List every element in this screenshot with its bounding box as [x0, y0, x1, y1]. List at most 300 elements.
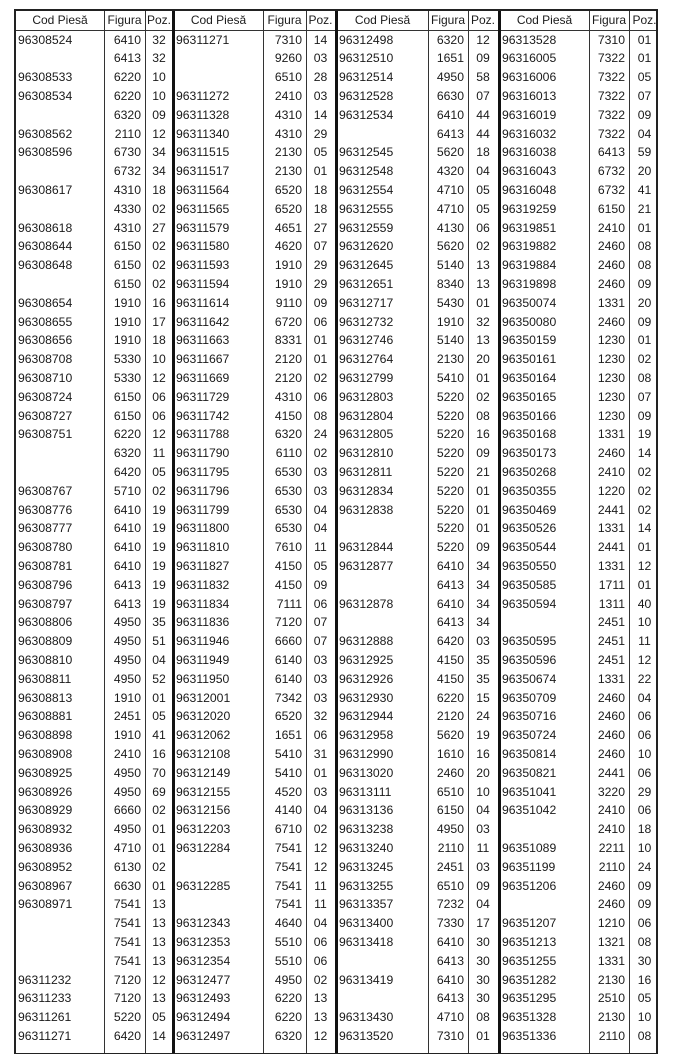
figure-number: 4950	[436, 70, 464, 85]
table-row	[174, 576, 335, 595]
position-number: 30	[476, 934, 490, 949]
table-row	[174, 764, 335, 783]
figure-number: 2120	[274, 352, 302, 367]
figure-number: 6530	[274, 464, 302, 479]
table-row	[337, 519, 498, 538]
part-code: 96313020	[339, 765, 394, 780]
table-row	[337, 989, 498, 1008]
part-code: 96308811	[18, 671, 72, 686]
figure-number: 6220	[274, 991, 302, 1006]
part-code	[176, 68, 261, 87]
table-row	[16, 595, 173, 614]
figure-number: 2451	[113, 709, 141, 724]
figure-number: 2460	[597, 258, 625, 273]
part-code: 96351213	[502, 934, 557, 949]
table-row	[16, 632, 173, 651]
table-row	[500, 820, 660, 839]
figure-number: 6410	[436, 596, 464, 611]
figure-number: 6420	[113, 1028, 141, 1043]
position-number: 10	[637, 1010, 652, 1025]
table-row	[16, 952, 173, 971]
figure-number: 6413	[436, 577, 464, 592]
part-code: 96312528	[339, 88, 394, 103]
position-number: 19	[152, 558, 166, 573]
position-number: 03	[476, 859, 490, 874]
table-row	[174, 1027, 335, 1046]
figure-number: 6510	[436, 784, 464, 799]
table-row	[174, 256, 335, 275]
part-code	[18, 952, 102, 971]
table-row	[174, 125, 335, 144]
table-row	[500, 764, 660, 783]
part-code: 96308724	[18, 389, 73, 404]
position-number: 13	[313, 991, 328, 1006]
table-row	[500, 989, 660, 1008]
part-code: 96311949	[176, 652, 230, 667]
figure-number: 4950	[113, 634, 141, 649]
position-number: 59	[637, 145, 652, 160]
part-code: 96316019	[502, 107, 557, 122]
table-row	[337, 482, 498, 501]
part-code: 96312156	[176, 803, 231, 818]
table-row	[500, 49, 660, 68]
table-row	[500, 726, 660, 745]
figure-number: 7310	[436, 1028, 464, 1043]
table-row	[500, 331, 660, 350]
part-code: 96311796	[176, 483, 230, 498]
figure-number: 6220	[274, 1010, 302, 1025]
position-number: 01	[152, 878, 166, 893]
part-code: 96308780	[18, 540, 73, 555]
table-row	[500, 275, 660, 294]
table-row	[16, 106, 173, 125]
part-code: 96313238	[339, 822, 394, 837]
figure-number: 2120	[436, 709, 464, 724]
figure-number: 6413	[597, 145, 625, 160]
figure-number: 2410	[597, 803, 625, 818]
position-number: 13	[152, 934, 166, 949]
position-number: 05	[152, 1010, 166, 1025]
header-pozitie: Poz.	[632, 13, 657, 27]
position-number: 19	[476, 728, 490, 743]
position-number: 04	[476, 164, 490, 179]
figure-number: 1910	[113, 728, 141, 743]
position-number: 02	[152, 803, 166, 818]
table-row	[16, 501, 173, 520]
table-row	[500, 895, 660, 914]
table-row	[337, 895, 498, 914]
part-code: 96312888	[339, 634, 394, 649]
part-code	[18, 933, 102, 952]
part-code: 96312651	[339, 276, 394, 291]
figure-number: 2441	[597, 540, 625, 555]
part-code: 96311788	[176, 427, 230, 442]
figure-number: 7322	[597, 107, 625, 122]
figure-number: 7120	[113, 991, 141, 1006]
figure-number: 5330	[113, 352, 141, 367]
table-row	[16, 125, 173, 144]
position-number: 12	[152, 370, 166, 385]
part-code: 96308533	[18, 70, 73, 85]
table-row	[500, 651, 660, 670]
part-code: 96312510	[339, 51, 394, 66]
table-row	[16, 801, 173, 820]
part-code	[18, 106, 102, 125]
figure-number: 2460	[597, 446, 625, 461]
figure-number: 5430	[436, 295, 464, 310]
part-code	[339, 125, 426, 144]
figure-number: 4130	[436, 220, 464, 235]
figure-number: 6720	[274, 314, 302, 329]
position-number: 13	[152, 991, 166, 1006]
position-number: 34	[152, 145, 166, 160]
part-code: 96313418	[339, 934, 394, 949]
position-number: 06	[313, 314, 328, 329]
figure-number: 1331	[597, 295, 625, 310]
table-row	[500, 1027, 660, 1046]
table-row	[500, 576, 660, 595]
figure-number: 4950	[113, 671, 141, 686]
position-number: 03	[313, 690, 328, 705]
position-number: 08	[637, 934, 652, 949]
part-code: 96311515	[176, 145, 230, 160]
position-number: 01	[313, 333, 328, 348]
part-code: 96312554	[339, 182, 394, 197]
figure-number: 6110	[275, 446, 302, 461]
position-number: 32	[313, 709, 328, 724]
figure-number: 4320	[436, 164, 464, 179]
position-number: 04	[637, 690, 652, 705]
figure-number: 7322	[597, 126, 625, 141]
figure-number: 4950	[113, 652, 141, 667]
figure-number: 2410	[597, 464, 625, 479]
table-row	[500, 407, 660, 426]
position-number: 10	[152, 70, 166, 85]
table-row	[500, 444, 660, 463]
table-row	[174, 482, 335, 501]
figure-number: 7120	[113, 972, 141, 987]
part-code: 96308952	[18, 859, 73, 874]
part-code: 96308971	[18, 897, 73, 912]
figure-number: 6510	[274, 70, 302, 85]
part-code: 96311614	[176, 295, 230, 310]
part-code: 96312926	[339, 671, 394, 686]
part-code: 96308644	[18, 239, 73, 254]
table-row	[174, 407, 335, 426]
part-code: 96350526	[502, 521, 557, 536]
position-number: 16	[476, 746, 490, 761]
position-number: 06	[313, 389, 328, 404]
position-number: 12	[152, 126, 166, 141]
position-number: 20	[637, 164, 652, 179]
table-row	[174, 745, 335, 764]
table-row	[174, 106, 335, 125]
figure-number: 2410	[113, 746, 141, 761]
position-number: 18	[637, 822, 652, 837]
table-row	[500, 125, 660, 144]
figure-number: 1311	[598, 596, 625, 611]
table-row	[174, 219, 335, 238]
table-row	[174, 1008, 335, 1027]
position-number: 09	[476, 446, 490, 461]
position-number: 05	[637, 70, 652, 85]
position-number: 04	[313, 521, 328, 536]
position-number: 41	[637, 182, 652, 197]
figure-number: 4710	[436, 1010, 464, 1025]
position-number: 21	[637, 201, 652, 216]
position-number: 01	[313, 352, 328, 367]
figure-number: 6410	[436, 972, 464, 987]
table-row	[174, 895, 335, 914]
header-cod-piesa: Cod Piesă	[354, 13, 411, 27]
position-number: 07	[313, 634, 328, 649]
position-number: 09	[476, 540, 490, 555]
part-code: 96311950	[176, 671, 230, 686]
part-code: 96308654	[18, 295, 73, 310]
figure-number: 1910	[436, 314, 464, 329]
part-code: 96311328	[176, 107, 230, 122]
table-row	[500, 31, 660, 50]
table-row	[337, 745, 498, 764]
table-row	[174, 726, 335, 745]
figure-number: 2460	[436, 765, 464, 780]
position-number: 02	[152, 239, 166, 254]
figure-number: 7541	[274, 878, 302, 893]
figure-number: 2460	[597, 276, 625, 291]
figure-number: 6413	[436, 615, 464, 630]
table-row	[500, 1008, 660, 1027]
position-number: 08	[313, 408, 328, 423]
table-row	[174, 275, 335, 294]
part-code	[339, 613, 426, 632]
figure-number: 6730	[113, 145, 141, 160]
position-number: 06	[637, 709, 652, 724]
part-code	[18, 463, 102, 482]
figure-number: 6220	[113, 88, 141, 103]
position-number: 02	[152, 258, 166, 273]
table-row	[337, 444, 498, 463]
part-code: 96351282	[502, 972, 557, 987]
position-number: 03	[313, 51, 328, 66]
part-code: 96350724	[502, 728, 557, 743]
part-code: 96311271	[176, 32, 230, 47]
position-number: 02	[313, 822, 328, 837]
part-code	[502, 895, 587, 914]
part-code: 96308967	[18, 878, 73, 893]
table-row	[500, 350, 660, 369]
part-code: 96312149	[176, 765, 231, 780]
table-row	[174, 501, 335, 520]
figure-number: 4330	[113, 201, 141, 216]
table-row	[337, 125, 498, 144]
position-number: 34	[476, 558, 490, 573]
part-code: 96312497	[176, 1028, 231, 1043]
position-number: 51	[152, 634, 166, 649]
table-row	[337, 877, 498, 896]
table-row	[174, 877, 335, 896]
figure-number: 4520	[274, 784, 302, 799]
figure-number: 4310	[274, 107, 302, 122]
part-code: 96312732	[339, 314, 394, 329]
table-row	[500, 143, 660, 162]
part-code: 96308908	[18, 746, 73, 761]
figure-number: 5410	[274, 746, 302, 761]
part-code: 96351206	[502, 878, 557, 893]
table-row	[337, 764, 498, 783]
position-number: 20	[476, 352, 490, 367]
part-code: 96311517	[176, 164, 230, 179]
part-code	[176, 49, 261, 68]
position-number: 12	[637, 652, 652, 667]
figure-number: 6630	[436, 88, 464, 103]
position-number: 02	[637, 464, 652, 479]
position-number: 06	[152, 389, 166, 404]
position-number: 13	[152, 916, 166, 931]
table-row	[16, 726, 173, 745]
part-code: 96351041	[502, 784, 557, 799]
table-row	[16, 388, 173, 407]
part-code: 96311663	[176, 333, 230, 348]
part-code: 96312990	[339, 746, 394, 761]
figure-number: 6410	[113, 32, 141, 47]
table-row	[174, 801, 335, 820]
part-code: 96312838	[339, 502, 394, 517]
position-number: 05	[313, 558, 328, 573]
table-row	[500, 707, 660, 726]
position-number: 01	[637, 333, 652, 348]
figure-number: 7322	[597, 70, 625, 85]
part-code: 96313245	[339, 859, 394, 874]
part-code: 96308534	[18, 88, 73, 103]
position-number: 06	[637, 765, 652, 780]
part-code: 96308648	[18, 258, 73, 273]
figure-number: 6410	[436, 558, 464, 573]
position-number: 01	[637, 540, 652, 555]
figure-number: 2460	[597, 314, 625, 329]
position-number: 05	[152, 464, 166, 479]
position-number: 14	[313, 32, 328, 47]
table-row	[500, 294, 660, 313]
figure-number: 2110	[598, 1028, 625, 1043]
figure-number: 5510	[274, 934, 302, 949]
part-code: 96311667	[176, 352, 230, 367]
table-row	[16, 1027, 173, 1046]
table-row	[16, 707, 173, 726]
position-number: 04	[313, 803, 328, 818]
table-row	[337, 820, 498, 839]
part-code: 96311800	[176, 521, 230, 536]
figure-number: 4310	[274, 126, 302, 141]
header-pozitie: Poz.	[146, 13, 171, 27]
figure-number: 7541	[274, 897, 302, 912]
part-code: 96350165	[502, 389, 557, 404]
figure-number: 1651	[274, 728, 302, 743]
figure-number: 6520	[274, 182, 302, 197]
position-number: 16	[476, 427, 490, 442]
position-number: 27	[152, 220, 166, 235]
position-number: 06	[313, 934, 328, 949]
figure-number: 9260	[274, 51, 302, 66]
figure-number: 6413	[113, 577, 141, 592]
figure-number: 5710	[113, 483, 141, 498]
part-code: 96311594	[176, 276, 230, 291]
position-number: 11	[314, 897, 327, 912]
table-row	[337, 350, 498, 369]
part-code: 96311946	[176, 634, 230, 649]
position-number: 29	[313, 126, 328, 141]
position-number: 08	[637, 1028, 652, 1043]
figure-number: 6320	[436, 32, 464, 47]
position-number: 17	[152, 314, 166, 329]
table-row	[174, 839, 335, 858]
part-code: 96311742	[176, 408, 230, 423]
figure-number: 6732	[113, 164, 141, 179]
table-row	[337, 425, 498, 444]
figure-number: 6140	[274, 671, 302, 686]
position-number: 29	[313, 258, 328, 273]
part-code: 96351042	[502, 803, 557, 818]
part-code: 96350173	[502, 446, 557, 461]
position-number: 13	[152, 953, 166, 968]
part-code: 96351255	[502, 953, 557, 968]
figure-number: 2130	[274, 145, 302, 160]
position-number: 01	[152, 690, 166, 705]
table-row	[337, 1008, 498, 1027]
table-row	[174, 388, 335, 407]
figure-number: 2451	[597, 615, 625, 630]
figure-number: 5220	[436, 464, 464, 479]
figure-number: 6732	[597, 164, 625, 179]
position-number: 01	[152, 822, 166, 837]
position-number: 52	[152, 671, 166, 686]
position-number: 18	[152, 333, 166, 348]
table-row	[16, 933, 173, 952]
position-number: 11	[152, 446, 166, 461]
table-row	[500, 670, 660, 689]
figure-number: 2441	[597, 502, 625, 517]
figure-number: 7541	[113, 953, 141, 968]
figure-number: 6410	[436, 934, 464, 949]
figure-number: 6150	[113, 389, 141, 404]
figure-number: 4950	[113, 765, 141, 780]
table-row	[500, 369, 660, 388]
table-row	[337, 1027, 498, 1046]
figure-number: 4140	[274, 803, 302, 818]
part-code: 96311261	[18, 1010, 72, 1025]
position-number: 03	[313, 88, 328, 103]
position-number: 24	[313, 427, 328, 442]
position-number: 29	[637, 784, 652, 799]
part-code: 96350550	[502, 558, 557, 573]
figure-number: 1331	[597, 671, 625, 686]
header-cod-piesa: Cod Piesă	[32, 13, 88, 27]
part-code: 96312764	[339, 352, 394, 367]
table-row	[174, 689, 335, 708]
figure-number: 1331	[597, 427, 625, 442]
part-code: 96312944	[339, 709, 394, 724]
position-number: 14	[637, 521, 652, 536]
header-pozitie: Poz.	[470, 13, 495, 27]
table-row	[337, 143, 498, 162]
table-row	[337, 463, 498, 482]
position-number: 05	[637, 991, 652, 1006]
position-number: 40	[637, 596, 652, 611]
table-row	[16, 895, 173, 914]
table-row	[500, 632, 660, 651]
table-row	[337, 670, 498, 689]
part-code: 96312877	[339, 558, 394, 573]
part-code: 96311579	[176, 220, 230, 235]
